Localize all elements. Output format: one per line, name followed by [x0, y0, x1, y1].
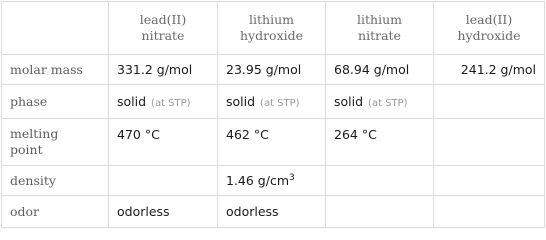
molar-mass-lead-hydroxide: 241.2 g/mol: [434, 55, 545, 85]
phase-value: solid: [226, 94, 256, 109]
column-header-lead-hydroxide: lead(II) hydroxide: [434, 2, 545, 55]
properties-table: [1, 1, 545, 228]
column-header-lithium-hydroxide: lithium hydroxide: [218, 2, 326, 55]
phase-lithium-hydroxide: [218, 85, 326, 119]
row-phase: [2, 85, 545, 119]
phase-lead-hydroxide: [434, 85, 545, 119]
phase-qualifier: (at STP): [151, 98, 191, 109]
phase-lead-nitrate: [109, 85, 218, 119]
density-unit-exponent: 3: [289, 172, 295, 183]
row-label-density: density: [2, 166, 109, 196]
odor-lithium-hydroxide: odorless: [218, 196, 326, 228]
phase-value: solid: [117, 94, 147, 109]
corner-cell: [2, 2, 109, 55]
density-lead-hydroxide: [434, 166, 545, 196]
molar-mass-lithium-hydroxide: 23.95 g/mol: [218, 55, 326, 85]
odor-lead-nitrate: odorless: [109, 196, 218, 228]
phase-value: solid: [334, 94, 364, 109]
column-header-lithium-nitrate: lithium nitrate: [326, 2, 434, 55]
row-label-odor: odor: [2, 196, 109, 228]
melting-point-lead-nitrate: 470 °C: [109, 119, 218, 166]
density-lead-nitrate: [109, 166, 218, 196]
row-label-melting-point: melting point: [2, 119, 109, 166]
melting-point-lithium-nitrate: 264 °C: [326, 119, 434, 166]
row-density: [2, 166, 545, 196]
row-odor: [2, 196, 545, 228]
density-value: 1.46 g/cm: [226, 173, 290, 188]
molar-mass-lead-nitrate: 331.2 g/mol: [109, 55, 218, 85]
header-row: [2, 2, 545, 55]
odor-lead-hydroxide: [434, 196, 545, 228]
phase-qualifier: (at STP): [260, 98, 300, 109]
phase-lithium-nitrate: [326, 85, 434, 119]
density-lithium-hydroxide: [218, 166, 326, 196]
row-molar-mass: [2, 55, 545, 85]
density-lithium-nitrate: [326, 166, 434, 196]
melting-point-lithium-hydroxide: 462 °C: [218, 119, 326, 166]
column-header-lead-nitrate: lead(II) nitrate: [109, 2, 218, 55]
phase-qualifier: (at STP): [368, 98, 408, 109]
melting-point-lead-hydroxide: [434, 119, 545, 166]
row-melting-point: [2, 119, 545, 166]
molar-mass-lithium-nitrate: 68.94 g/mol: [326, 55, 434, 85]
row-label-molar-mass: molar mass: [2, 55, 109, 85]
row-label-phase: phase: [2, 85, 109, 119]
odor-lithium-nitrate: [326, 196, 434, 228]
